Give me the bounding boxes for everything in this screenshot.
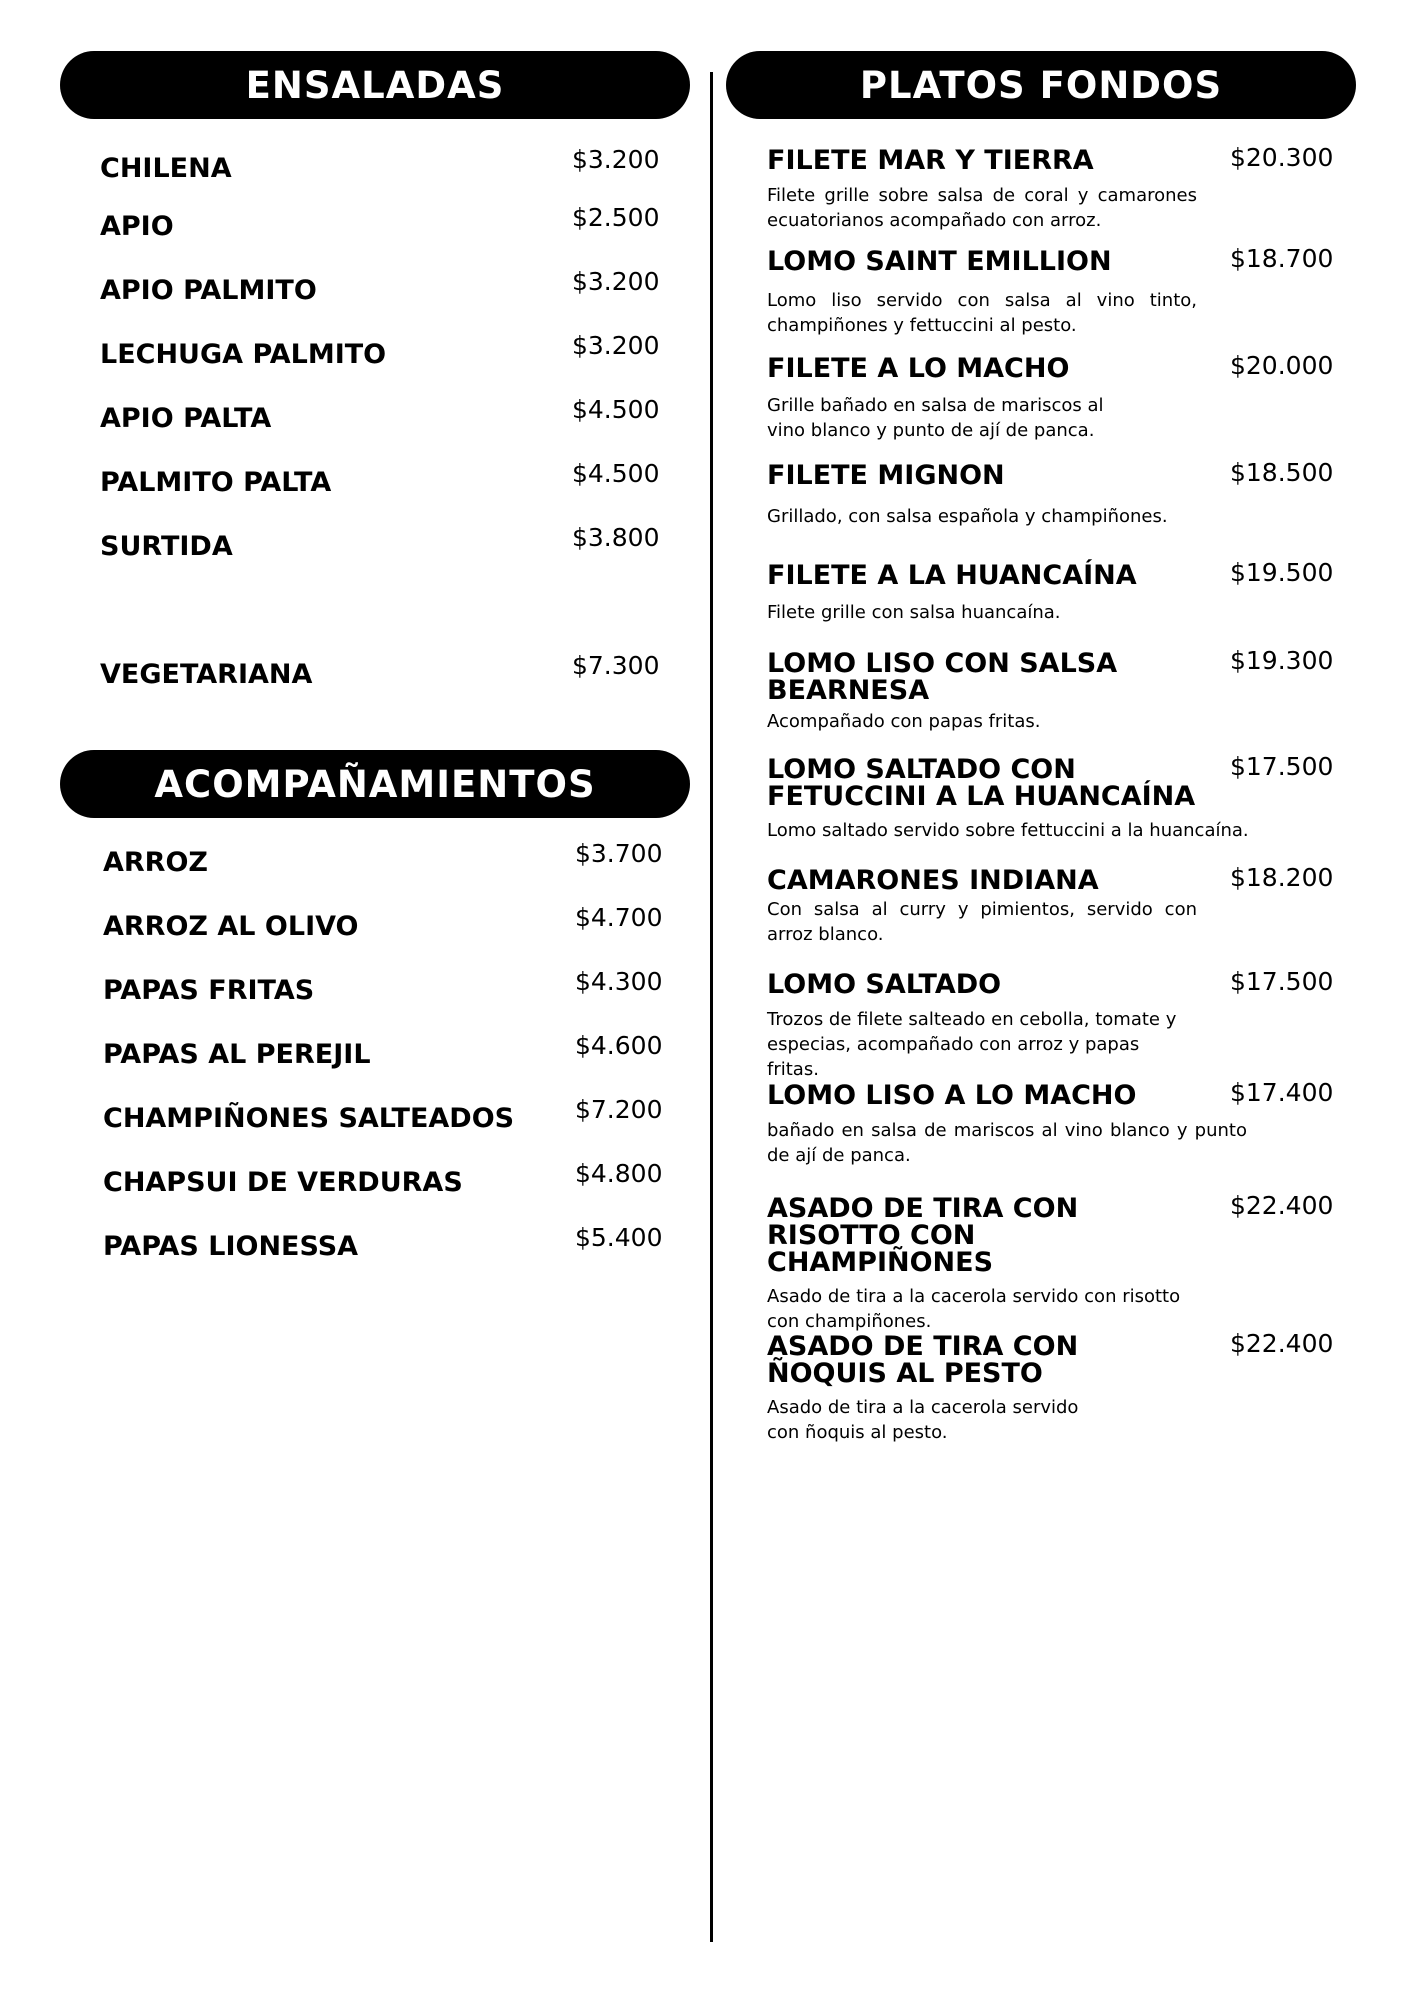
ensaladas-title: ENSALADAS	[245, 63, 505, 107]
item-price: $3.200	[572, 331, 660, 360]
item-price: $4.300	[575, 967, 663, 996]
item-price: $4.600	[575, 1031, 663, 1060]
item-description: Asado de tira a la cacerola servido con risotto con champiñones.	[767, 1286, 1181, 1332]
item-price: $3.200	[572, 267, 660, 296]
item-name: FILETE MIGNON	[767, 460, 1005, 491]
item-name: LECHUGA PALMITO	[100, 339, 387, 370]
menu-item	[767, 1329, 1367, 1445]
item-description: Grillado, con salsa española y champiñones.	[767, 506, 1168, 527]
item-price: $19.300	[1230, 646, 1334, 675]
item-name: ARROZ	[103, 847, 209, 878]
item-name: APIO	[100, 211, 174, 242]
ensaladas-header	[60, 51, 690, 119]
item-name: VEGETARIANA	[100, 659, 313, 690]
item-name: FILETE A LA HUANCAÍNA	[767, 560, 1137, 591]
item-name: PAPAS AL PEREJIL	[103, 1039, 371, 1070]
item-description: Con salsa al curry y pimientos, servido con arroz blanco.	[767, 899, 1197, 945]
menu-item	[767, 967, 1367, 1082]
item-price: $17.500	[1230, 967, 1334, 996]
menu-item	[767, 458, 1367, 529]
item-name: FILETE A LO MACHO	[767, 353, 1070, 384]
item-description: Filete grille con salsa huancaína.	[767, 602, 1061, 623]
item-name: CHAPSUI DE VERDURAS	[103, 1167, 463, 1198]
item-description: Grille bañado en salsa de mariscos al vino blanco y punto de ají de panca.	[767, 395, 1104, 441]
item-price: $3.700	[575, 839, 663, 868]
platos-fondos-header	[726, 51, 1356, 119]
item-description: bañado en salsa de mariscos al vino blanco y punto de ají de panca.	[767, 1120, 1247, 1166]
item-price: $5.400	[575, 1223, 663, 1252]
item-price: $4.500	[572, 395, 660, 424]
item-name: CHILENA	[100, 153, 232, 184]
acompanamientos-header	[60, 750, 690, 818]
menu-item	[767, 1191, 1367, 1334]
item-description: Lomo liso servido con salsa al vino tinto, champiñones y fettuccini al pesto.	[767, 290, 1197, 336]
acompanamientos-title: ACOMPAÑAMIENTOS	[154, 762, 596, 806]
item-name: LOMO SAINT EMILLION	[767, 246, 1112, 277]
menu-item	[767, 351, 1367, 443]
item-name: APIO PALMITO	[100, 275, 317, 306]
item-price: $17.500	[1230, 752, 1334, 781]
item-price: $20.300	[1230, 143, 1334, 172]
item-price: $20.000	[1230, 351, 1334, 380]
item-price: $3.200	[572, 145, 660, 174]
item-price: $19.500	[1230, 558, 1334, 587]
menu-item	[767, 143, 1367, 233]
item-name: CHAMPIÑONES SALTEADOS	[103, 1103, 515, 1134]
item-name: LOMO LISO A LO MACHO	[767, 1080, 1137, 1111]
item-name: PAPAS LIONESSA	[103, 1231, 359, 1262]
item-price: $7.300	[572, 651, 660, 680]
item-name: PAPAS FRITAS	[103, 975, 315, 1006]
item-description: Asado de tira a la cacerola servido con ñoquis al pesto.	[767, 1397, 1079, 1443]
menu-item	[767, 752, 1367, 843]
item-price: $22.400	[1230, 1191, 1334, 1220]
platos-fondos-title: PLATOS FONDOS	[859, 63, 1223, 107]
item-description: Filete grille sobre salsa de coral y camarones ecuatorianos acompañado con arroz.	[767, 185, 1197, 231]
item-name: APIO PALTA	[100, 403, 272, 434]
menu-item	[767, 1078, 1367, 1168]
menu-item	[767, 863, 1367, 947]
item-name: LOMO LISO CON SALSA BEARNESA	[767, 648, 1118, 706]
item-name: PALMITO PALTA	[100, 467, 332, 498]
item-price: $18.200	[1230, 863, 1334, 892]
item-name: LOMO SALTADO	[767, 969, 1002, 1000]
item-name: ARROZ AL OLIVO	[103, 911, 359, 942]
item-price: $22.400	[1230, 1329, 1334, 1358]
item-price: $18.500	[1230, 458, 1334, 487]
item-price: $4.700	[575, 903, 663, 932]
item-price: $3.800	[572, 523, 660, 552]
item-description: Trozos de filete salteado en cebolla, tomate y especias, acompañado con arroz y papas fritas.	[767, 1009, 1177, 1080]
item-name: SURTIDA	[100, 531, 233, 562]
item-price: $18.700	[1230, 244, 1334, 273]
menu-item	[767, 558, 1367, 625]
column-divider	[710, 72, 713, 1942]
item-name: ASADO DE TIRA CON RISOTTO CON CHAMPIÑONES	[767, 1193, 1079, 1278]
item-description: Acompañado con papas fritas.	[767, 711, 1041, 732]
item-price: $4.800	[575, 1159, 663, 1188]
menu-item	[767, 646, 1367, 734]
item-name: FILETE MAR Y TIERRA	[767, 145, 1094, 176]
item-name: ASADO DE TIRA CON ÑOQUIS AL PESTO	[767, 1331, 1079, 1389]
item-price: $17.400	[1230, 1078, 1334, 1107]
item-name: CAMARONES INDIANA	[767, 865, 1099, 896]
item-price: $7.200	[575, 1095, 663, 1124]
menu-item	[767, 244, 1367, 338]
item-name: LOMO SALTADO CON FETUCCINI A LA HUANCAÍNA	[767, 754, 1196, 812]
item-price: $2.500	[572, 203, 660, 232]
item-price: $4.500	[572, 459, 660, 488]
item-description: Lomo saltado servido sobre fettuccini a la huancaína.	[767, 820, 1249, 841]
